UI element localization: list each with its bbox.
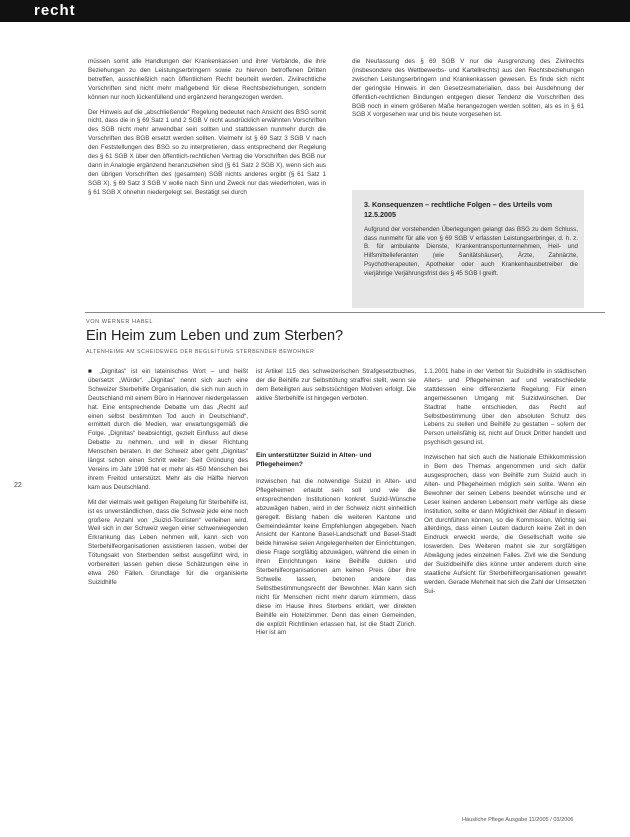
paragraph-text: „Dignitas“ ist ein lateinisches Wort – und heißt übersetzt „Würde“. „Dignitas“ nennt sich auch eine Schweizer Sterbehilfe Organisation, die sich nun auch in Deutschland mit einem Büro in Hannover niedergelassen hat. Eine entsprechende Debatte um das „Recht auf einen selbst bestimmten Tod auch in Deutschland“, ermittelt durch die Medien, war erwartungsgemäß die Folge. „Dignitas“ beabsichtigt, gezielt Einfluss auf diese Debatte zu nehmen, und will in dieser Richtung Menschen beraten. In der Schweiz aber geht „Dignitas“ längst schon einen Schritt weiter: Seit Gründung des Vereins im Jahr 1998 hat er mehr als 450 Menschen bei ihrem Freitod unterstützt. Mehr als die Hälfte hiervon kam aus Deutschland. [88,368,248,491]
paragraph-marker: ■ [88,368,100,375]
paragraph [88,368,248,493]
article-subtitle: ALTENHEIME AM SCHEIDEWEG DER BEGLEITUNG STERBENDER BEWOHNER [86,349,315,355]
paragraph: müssen somit alle Handlungen der Krankenkassen und ihrer Verbände, die ihre Beziehungen zu den Leistungserbringern sowie zu hiervon betroffenen Dritten betreffen, ausschließlich nach öffentlichem Recht beurteilt werden. Zivilrechtliche Vorschriften sind nicht mehr maßgebend für diese Rechtsbeziehungen, sondern können nur noch lückenfüllend und ergänzend herangezogen werden. [88,58,326,101]
paragraph: Mit der vielmals weit geltigen Regelung für Sterbehilfe ist, ist es unverständlichen, dass die Schweiz jede eine noch großere Anzahl von „Suizid-Touristen“ verleihen wird. Weil sich in der Schweiz wegen einer schwerwiegenden Erkrankung das Leben nehmen will, kann sich von Sterbehilfeorganisationen assistieren lassen, wobei der Tötungsakt von Sterbenden selbst ausgeführt wird, in vorbereiten lassen gehen diese Schätzungen eine in etwa 260 Fällen. Grundlage für die organisierte Suizidhilfe [88,498,248,586]
article-column-2a [256,368,416,410]
header-bar [0,0,630,22]
paragraph: Inzwischen hat sich auch die Nationale Ethikkommission in Bern des Themas angenommen und sich dafür ausgesprochen, dass von Beihilfe zum Suizid auch in Alten- und Pflegeheimen möglich sein sollte. Wenn ein Bewohner der seinen Lebens beendet wünsche und er Leser keinen anderen Lebensort mehr verfüge als diese Institution, sollte er dann Möglichkeit der Ablauf in diesem Ort durchführen können, so die Kommission. Wichtig sei allerdings, dass einen Leuten dadurch keine Zeit in den Eindruck erweckt werde, die Gesellschaft wolle sie loswerden. Des Weiteren mahnt sie zur sorgfältigen Abwägung jedes einzelnen Falles. Zivil wie die Sendung der Suizidbeihilfe dies könne unter anderem durch eine staatliche Aufsicht für Sterbehilfeorganisationen gewahrt werden. Gerade Mehrheit hat sich die Zahl der Umsetzten Sui- [424,454,586,595]
info-box-text: Aufgrund der vorstehenden Überlegungen gelangt das BSG zu dem Schluss, dass nunmehr für alle von § 69 SGB V erfassten Leistungserbringer, d. h. z. B. für ambulante Dienste, Krankentransportunternehmen, Heil- und Hilfsmittelleferanten (wie Sanitätshäuser), Ärzte, Zahnärzte, Psychotherapeuten, Apotheker oder auch Krankenhausbetreiber die vierjährige Verjährungsfrist des § 45 SGB I greift. [364,226,578,277]
info-box-title: 3. Konsequenzen – rechtliche Folgen – des Urteils vom 12.5.2005 [364,200,553,219]
article-subheading: Ein unterstützter Suizid in Alten- und Pflegeheimen? [256,452,372,468]
paragraph: Der Hinweis auf die „abschließende“ Regelung bedeutet nach Ansicht des BSG somit nicht, dass die in § 69 Satz 1 und 2 SGB V nicht ausdrücklich erwähnten Vorschriften des SGB nicht mehr anwendbar sein sollten und stattdessen nunmehr durch die Vorschriften des BGB ersetzt werden sollten. Vielmehr ist § 69 Satz 3 SGB V nach den Feststellungen des BSG so zu interpretieren, dass entsprechend der Regelung des § 61 SGB X über den öffentlich-rechtlichen Vertrag die Vorschriften des BGB nur dann in Analogie ergänzend heranzuziehen sind (§ 61 Satz 2 SGB X), wenn sich aus den übrigen Vorschriften des (gesamten) SGB nichts anderes ergibt (§ 61 Satz 1 SGB X). § 69 Satz 3 SGB V wolle nach Sinn und Zweck nur das wiederholen, was in § 61 SGB X ohnehin niedergelegt sei. Bestätigt sei durch [88,108,326,196]
page-number: 22 [14,482,22,489]
article-column-3 [424,368,586,603]
article-author: VON WERNER HABEL [86,319,154,325]
page-footer: Häusliche Pflege Ausgabe 11/2005 / 03/2006 [462,817,574,823]
paragraph: ist Artikel 115 des schweizerischen Strafgesetzbuches, der die Beihilfe zur Selbsttötung straffrei stellt, wenn sie dem Beteiligten aus selbstsüchtigen Motiven erfolgt. Die aktive Sterbehilfe ist hingegen verboten. [256,368,416,402]
article-column-2b [256,478,416,644]
paragraph: die Neufassung des § 69 SGB V nur die Ausgrenzung des Zivilrechts (insbesondere des Wettbewerbs- und Kartellrechts) aus den Rechtsbeziehungen zwischen Leistungserbringern und Krankenkassen gewesen. Es finde sich nicht der geringste Hinweis in den Gesetzesmaterialien, dass bei Ausdehnung der öffentlich-rechtlichen Bindungen entgegen dieser Tendenz die Vorschriften des BGB noch in einem größeren Maße herangezogen werden sollten, als es in § 61 SGB X vorgesehen war und bis heute vorgesehen ist. [352,58,584,119]
paragraph: 1.1.2001 habe in der Verbot für Suizidhilfe in städtischen Alters- und Pflegeheimen auf und verabschiedete stattdessen eine differenzierte Regelung: Für einen angemessenen Umgang mit Suizidwünschen. Der Stadtrat hatte entschieden, das Recht auf Selbstbestimmung über den absoluten Schutz des Lebens zu stellen und Beihilfe zu gestatten – sofern der Person urteilsfähig ist, nicht auf Druck Dritter handelt und psychisch gesund ist. [424,368,586,447]
top-left-column [88,58,326,204]
article-divider [85,312,605,313]
paragraph: Inzwischen hat die notwendige Suizid in Alten- und Pflegeheimen erlaubt sein soll und wie die entsprechenden Institutionen konkret Suizid-Wünsche abzuwägen haben, wird in der Schweiz nicht einheitlich geregelt. Bislang haben die weiteren Kantone und Gemeindeämter keine Empfehlungen abgegeben. Nach Ansicht der Kantone Basel-Landschaft und Basel-Stadt beide hinweise seien Angelegenheiten der Einrichtungen, diese Frage sorgfältig abzuwägen, während die einen in ihren Einrichtungen keine Beihilfe dulden und Sterbehilfeorganisationen am keinen Preis über ihre Schwelle lassen, betonen andere das Selbstbestimmungsrecht der Bewohner. Man kann sich nicht für Menschen nicht mehr darum kümmern, dass diese im Hause ihres Sterbens erklärt, wer direkten Beihilfe ein Hotelzimmer. Denn das einen Gemeinden, die explizit Richtlinien erlassen hat, ist die Stadt Zürich. Hier ist am [256,478,416,637]
article-column-1 [88,368,248,594]
section-label: recht [34,2,76,19]
top-right-column [352,58,584,126]
article-title: Ein Heim zum Leben und zum Sterben? [86,328,344,344]
